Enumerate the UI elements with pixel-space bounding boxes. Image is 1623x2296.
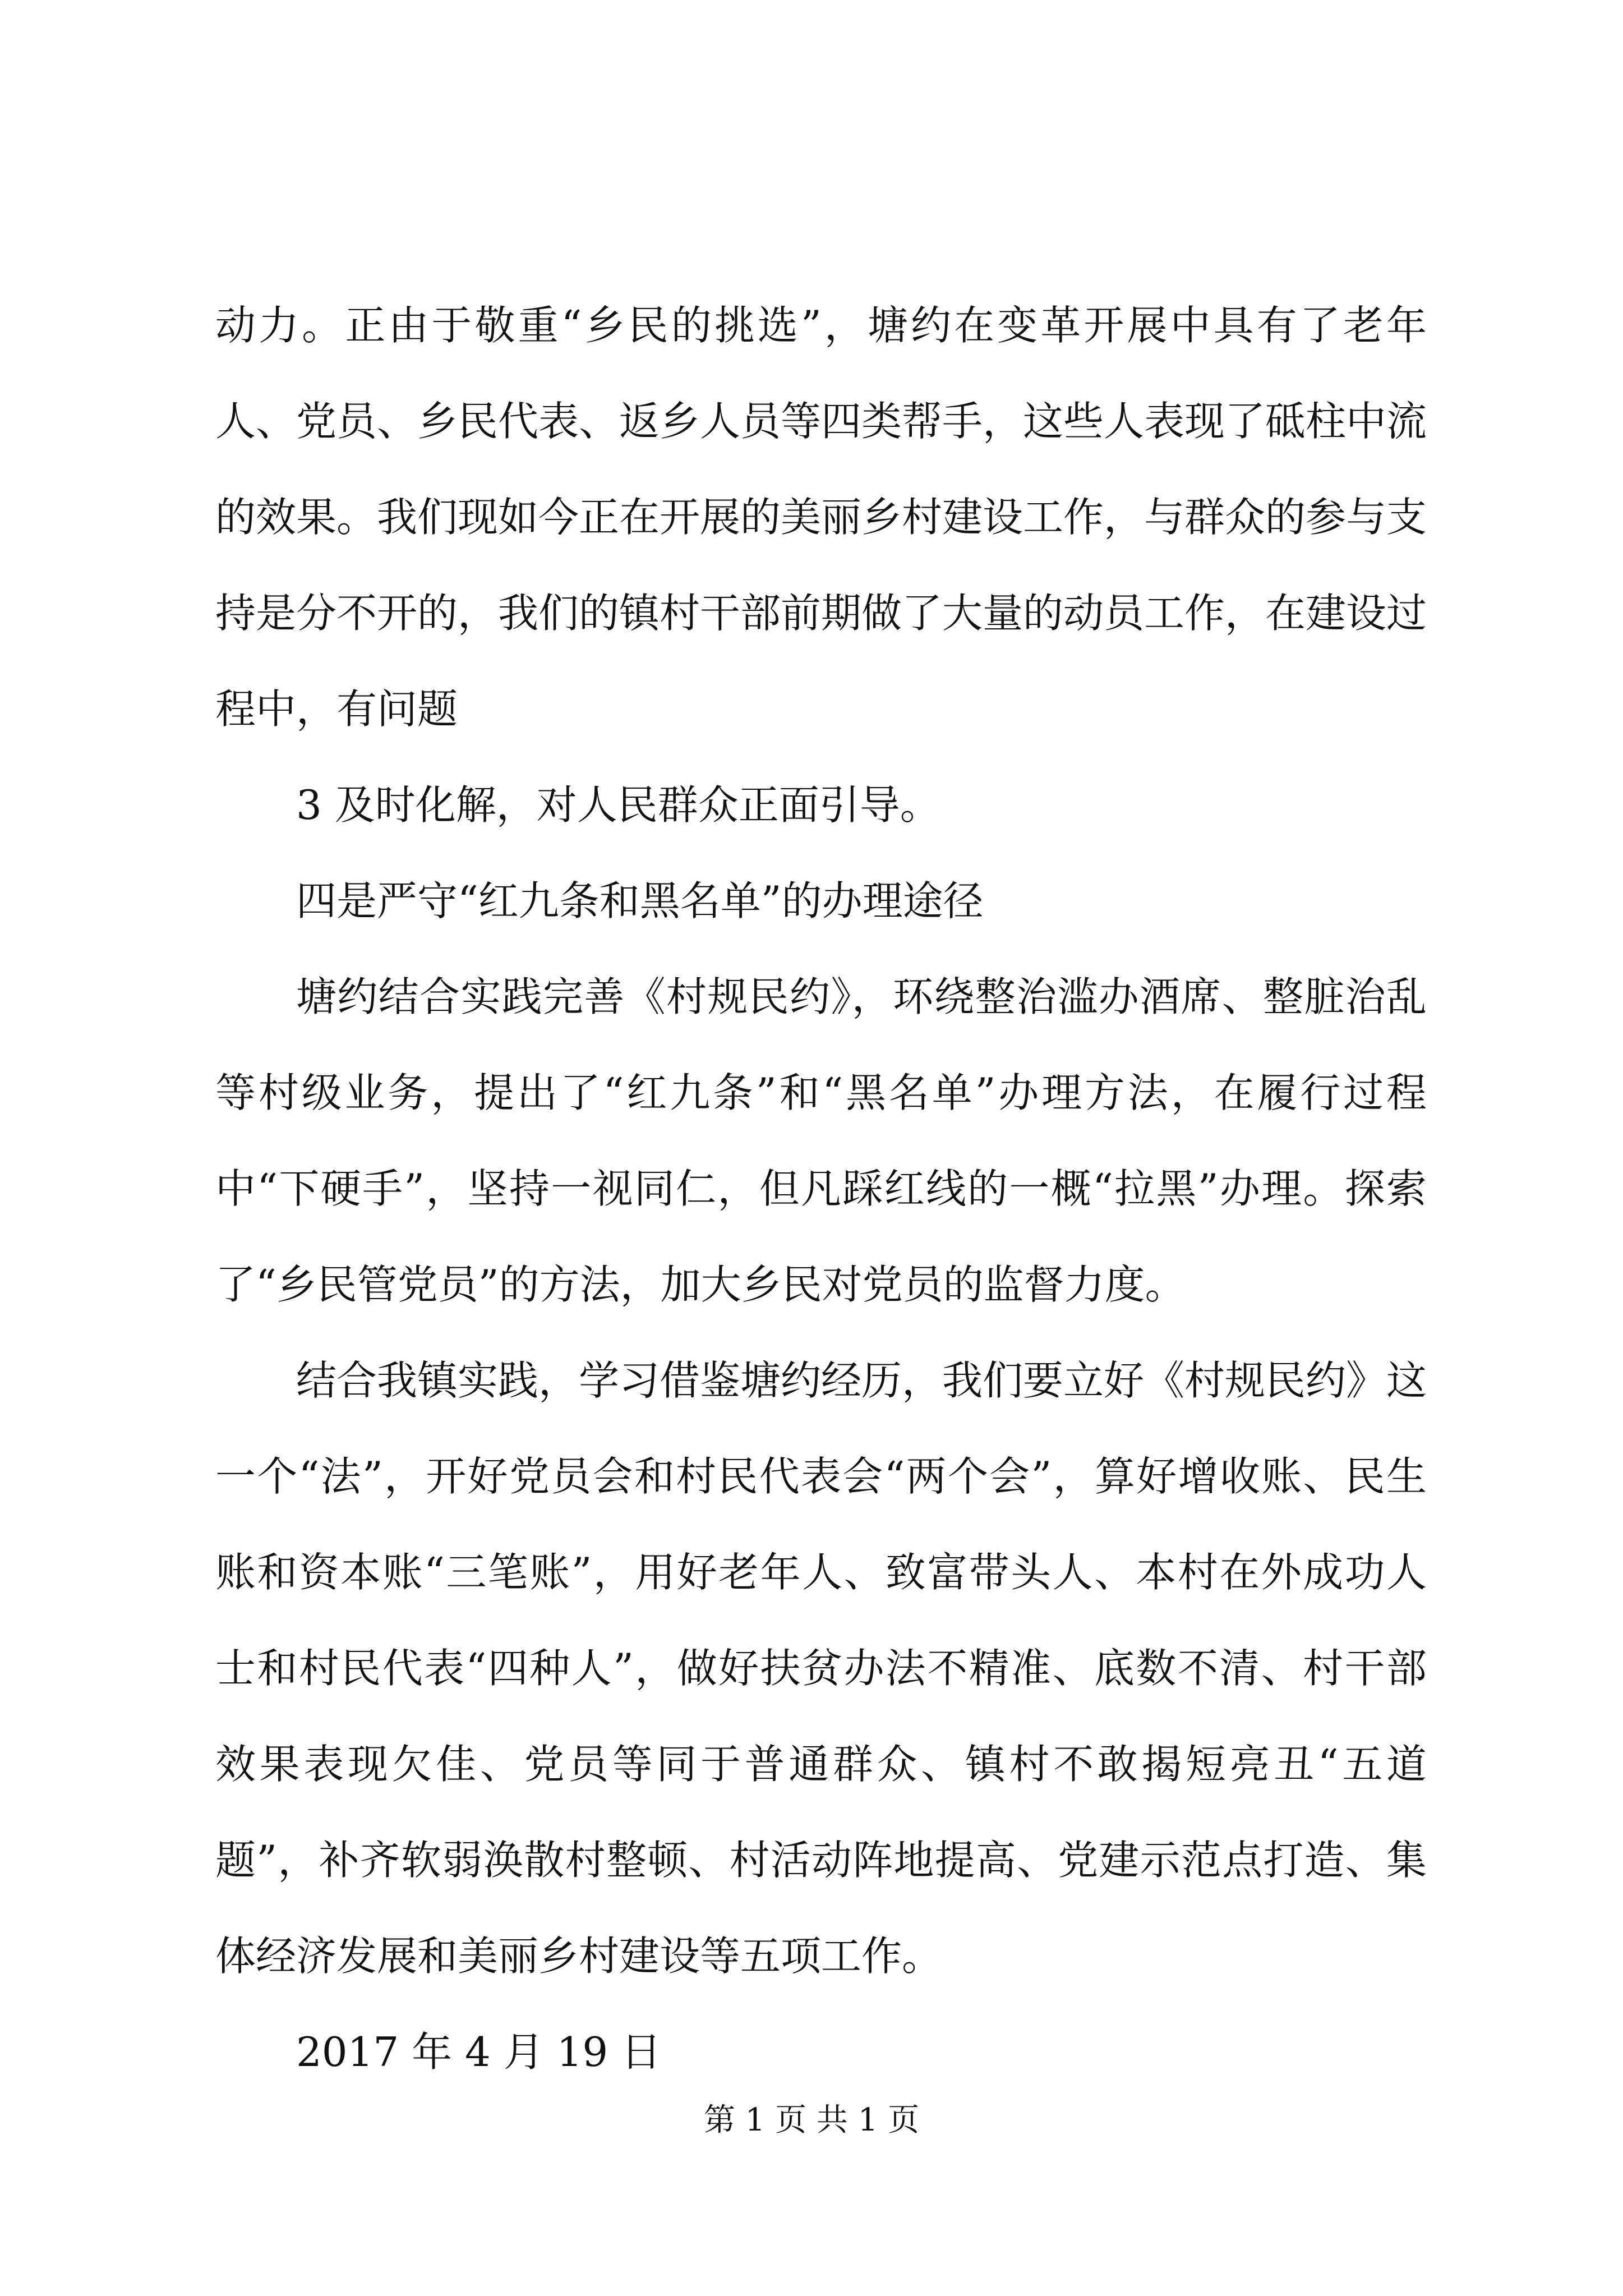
paragraph: 动力。正由于敬重“乡民的挑选”，塘约在变革开展中具有了老年人、党员、乡民代表、返乡人员等四类帮手，这些人表现了砥柱中流的效果。我们现如今正在开展的美丽乡村建设工作，与群众的参与支持是分不开的，我们的镇村干部前期做了大量的动员工作，在建设过程中，有问题 [215, 302, 1427, 733]
page-footer: 第 1 页 共 1 页 [703, 2102, 920, 2138]
document-body [215, 278, 1427, 2100]
paragraph: 塘约结合实践完善《村规民约》，环绕整治滥办酒席、整脏治乱等村级业务，提出了“红九条”和“黑名单”办理方法，在履行过程中“下硬手”，坚持一视同仁，但凡踩红线的一概“拉黑”办理。探索了“乡民管党员”的方法，加大乡民对党员的监督力度。 [215, 973, 1427, 1308]
paragraph: 3 及时化解，对人民群众正面引导。 [296, 781, 940, 829]
paragraph: 结合我镇实践，学习借鉴塘约经历，我们要立好《村规民约》这一个“法”，开好党员会和村民代表会“两个会”，算好增收账、民生账和资本账“三笔账”，用好老年人、致富带头人、本村在外成功人士和村民代表“四种人”，做好扶贫办法不精准、底数不清、村干部效果表现欠佳、党员等同于普通群众、镇村不敢揭短亮丑“五道题”，补齐软弱涣散村整顿、村活动阵地提高、党建示范点打造、集体经济发展和美丽乡村建设等五项工作。 [215, 1357, 1427, 1980]
document-date: 2017 年 4 月 19 日 [296, 2028, 662, 2076]
section-heading: 四是严守“红九条和黑名单”的办理途径 [296, 877, 984, 924]
